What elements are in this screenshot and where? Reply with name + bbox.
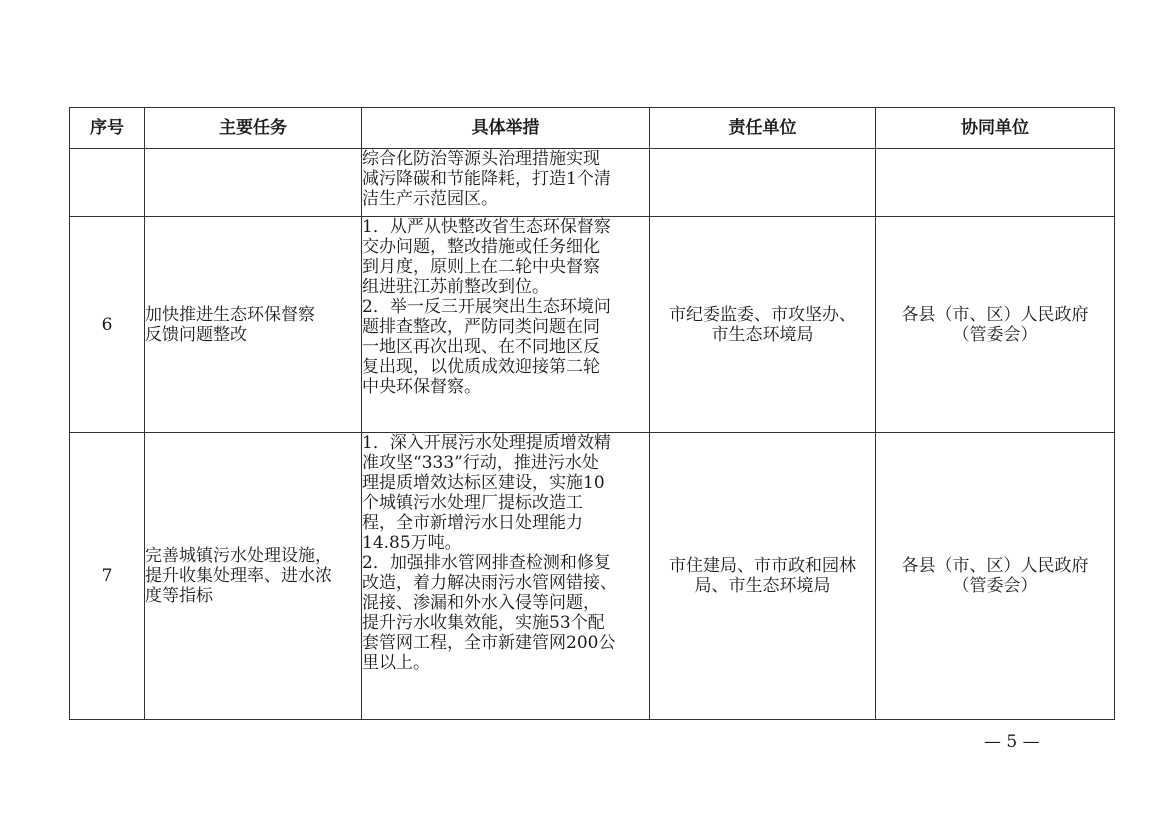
cell-line: 1．从严从快整改省生态环保督察 [362,217,611,237]
cell-line: 一地区再次出现、在不同地区反 [362,337,600,357]
header-responsible-unit: 责任单位 [650,108,876,149]
cell-line: 到月度，原则上在二轮中央督察 [362,257,600,277]
cell-line: 14.85万吨。 [362,533,462,553]
cell-line: 复出现，以优质成效迎接第二轮 [362,357,600,377]
row-seq: 6 [70,217,145,433]
cell-line: 交办问题，整改措施或任务细化 [362,237,600,257]
row-responsible-unit [650,217,876,433]
table-row [70,217,1115,433]
row-seq [70,149,145,217]
row-measures [362,433,650,720]
header-main-task: 主要任务 [145,108,362,149]
cell-line: 综合化防治等源头治理措施实现 [362,149,600,169]
table-row [70,433,1115,720]
cell-line: 各县（市、区）人民政府 [901,304,1089,325]
cell-line: 组进驻江苏前整改到位。 [362,277,549,297]
cell-line: 准攻坚“333”行动，推进污水处 [362,453,599,473]
row-measures [362,217,650,433]
cell-line: 理提质增效达标区建设，实施10 [362,473,605,493]
cell-line: 提升收集处理率、进水浓 [145,566,332,586]
cell-line: 市生态环境局 [711,324,814,345]
row-cooperating-unit [876,433,1115,720]
table-header-row [70,108,1115,149]
cell-line: 减污降碳和节能降耗，打造1个清 [362,169,611,189]
cell-line: 局、市生态环境局 [694,576,831,596]
cell-line: 程，全市新增污水日处理能力 [362,513,583,533]
row-cooperating-unit [876,149,1115,217]
row-task [145,433,362,720]
row-task [145,217,362,433]
cell-line: 里以上。 [362,653,430,673]
task-table [69,107,1115,720]
table-body [70,149,1115,720]
cell-line: 中央环保督察。 [362,377,481,397]
cell-line: （管委会） [952,324,1038,345]
cell-line: 市纪委监委、市攻坚办、 [669,304,856,325]
cell-line: 提升污水收集效能，实施53个配 [362,613,605,633]
cell-line: 套管网工程，全市新建管网200公 [362,633,616,653]
cell-line: 完善城镇污水处理设施， [145,546,332,566]
row-task [145,149,362,217]
cell-line: 1．深入开展污水处理提质增效精 [362,433,611,453]
header-seq: 序号 [70,108,145,149]
row-seq: 7 [70,433,145,720]
cell-line: 加快推进生态环保督察 [145,304,315,325]
cell-line: 各县（市、区）人民政府 [901,556,1089,576]
cell-line: 改造，着力解决雨污水管网错接、 [362,573,617,593]
header-measures: 具体举措 [362,108,650,149]
cell-line: 反馈问题整改 [145,324,247,345]
row-responsible-unit [650,433,876,720]
header-cooperating-unit: 协同单位 [876,108,1115,149]
row-responsible-unit [650,149,876,217]
cell-line: 洁生产示范园区。 [362,189,498,209]
table-row [70,149,1115,217]
row-measures [362,149,650,217]
cell-line: 2．举一反三开展突出生态环境问 [362,297,611,317]
cell-line: 度等指标 [145,586,213,606]
cell-line: 个城镇污水处理厂提标改造工 [362,493,583,513]
cell-line: 2．加强排水管网排查检测和修复 [362,553,611,573]
row-cooperating-unit [876,217,1115,433]
cell-line: 市住建局、市市政和园林 [669,556,856,576]
page-number: — 5 — [984,732,1040,752]
cell-line: 题排查整改，严防同类问题在同 [362,317,600,337]
cell-line: （管委会） [952,576,1038,596]
cell-line: 混接、渗漏和外水入侵等问题， [362,593,600,613]
